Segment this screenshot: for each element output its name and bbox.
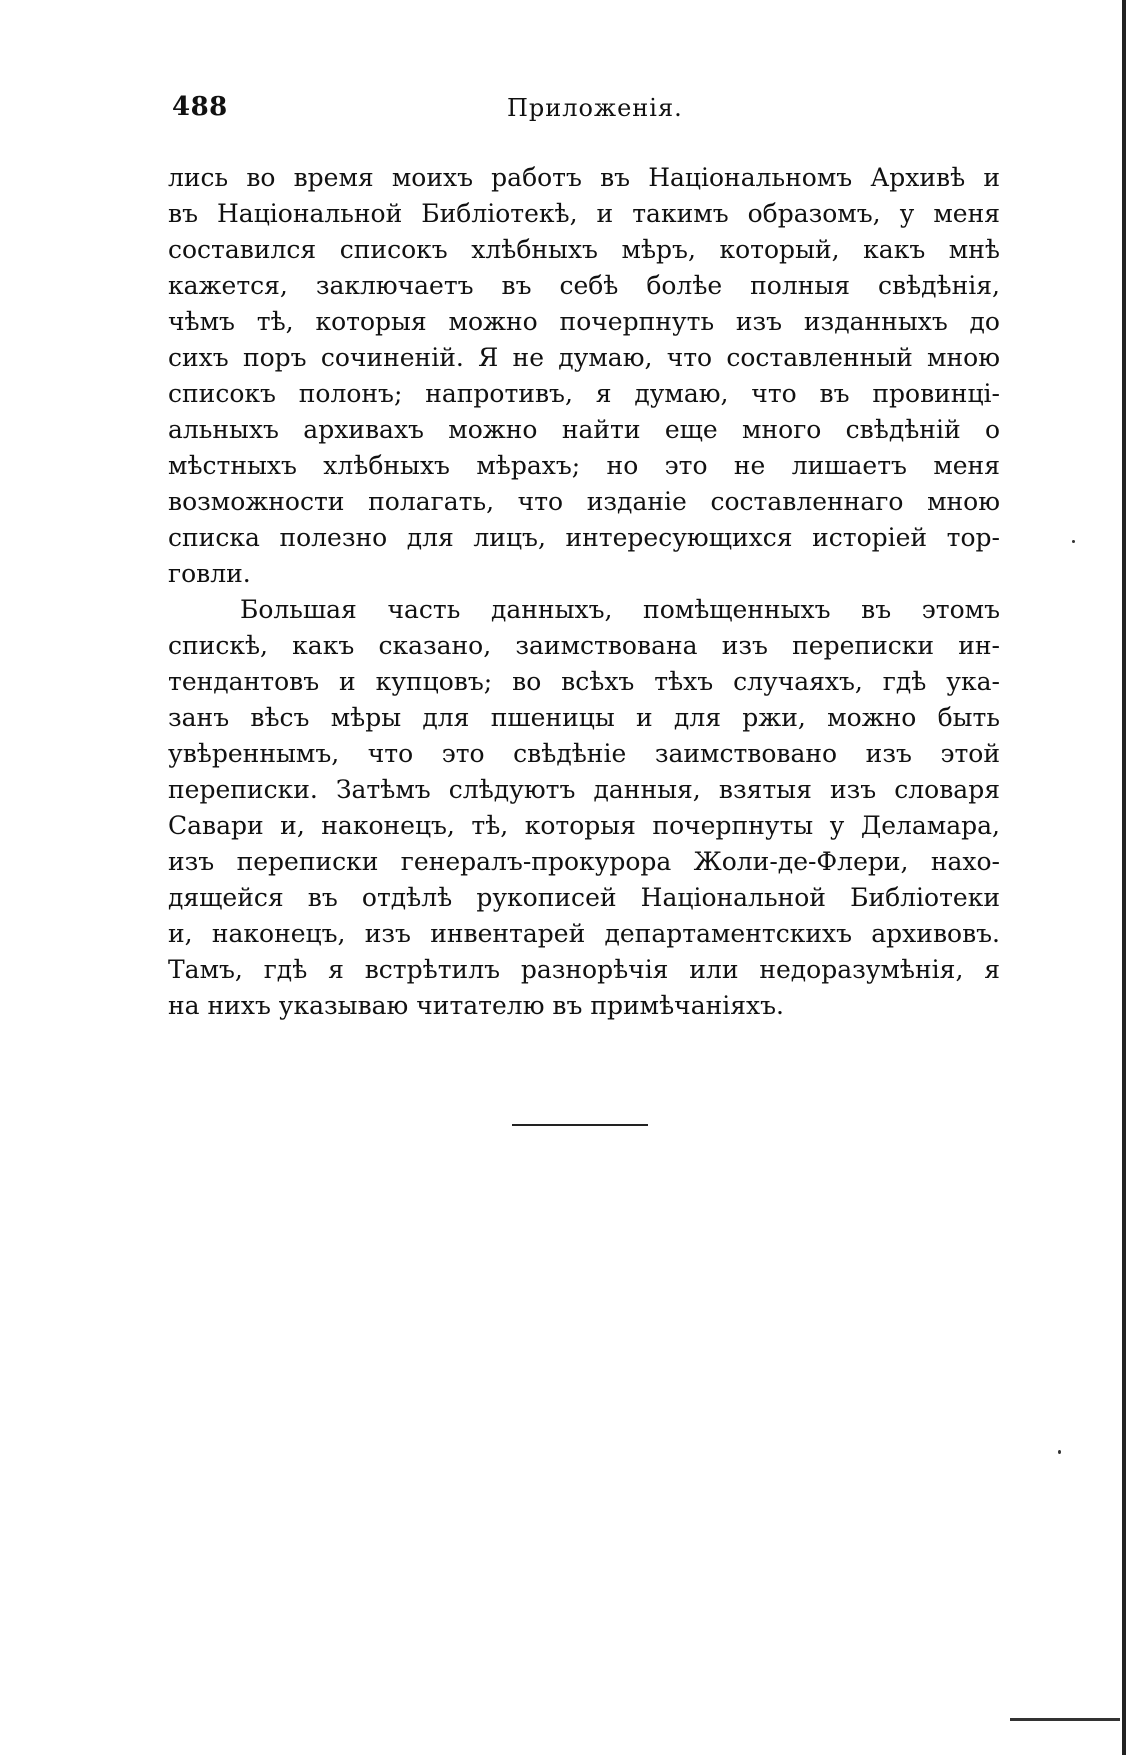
text-line: списка полезно для лицъ, интересующихся исторіей тор- — [168, 523, 1000, 552]
text-line: тендантовъ и купцовъ; во всѣхъ тѣхъ случаяхъ, гдѣ ука- — [168, 667, 1000, 696]
text-line: Большая часть данныхъ, помѣщенныхъ въ этомъ — [240, 595, 1000, 624]
scan-mark — [1010, 1718, 1120, 1721]
text-line: кажется, заключаетъ въ себѣ болѣе полныя свѣдѣнія, — [168, 271, 1000, 300]
text-line: говли. — [168, 559, 251, 588]
page-number: 488 — [172, 92, 228, 122]
text-line: дящейся въ отдѣлѣ рукописей Національной Библіотеки — [168, 883, 1000, 912]
text-line: альныхъ архивахъ можно найти еще много свѣдѣній о — [168, 415, 1000, 444]
text-line: въ Національной Библіотекѣ, и такимъ образомъ, у меня — [168, 199, 1000, 228]
text-line: списокъ полонъ; напротивъ, я думаю, что въ провинці- — [168, 379, 1000, 408]
text-line: Тамъ, гдѣ я встрѣтилъ разнорѣчія или недоразумѣнія, я — [168, 955, 1000, 984]
text-line: Савари и, наконецъ, тѣ, которыя почерпнуты у Деламара, — [168, 811, 1000, 840]
text-line: мѣстныхъ хлѣбныхъ мѣрахъ; но это не лишаетъ меня — [168, 451, 1000, 480]
text-line: составился списокъ хлѣбныхъ мѣръ, который, какъ мнѣ — [168, 235, 1000, 264]
scan-speck — [1058, 1450, 1061, 1454]
text-line: переписки. Затѣмъ слѣдуютъ данныя, взятыя изъ словаря — [168, 775, 1000, 804]
text-line: лись во время моихъ работъ въ Національномъ Архивѣ и — [168, 163, 1000, 192]
paragraph-1 — [168, 160, 1000, 592]
scan-speck — [1072, 540, 1075, 543]
text-line: на нихъ указываю читателю въ примѣчаніяхъ. — [168, 991, 784, 1020]
text-line: увѣреннымъ, что это свѣдѣніе заимствовано изъ этой — [168, 739, 1000, 768]
running-head: Приложенія. — [507, 94, 683, 122]
text-line: занъ вѣсъ мѣры для пшеницы и для ржи, можно быть — [168, 703, 1000, 732]
body-text — [168, 160, 1000, 1024]
text-line: изъ переписки генералъ-прокурора Жоли-де-Флери, нахо- — [168, 847, 1000, 876]
text-line: и, наконецъ, изъ инвентарей департаментскихъ архивовъ. — [168, 919, 1000, 948]
text-line: чѣмъ тѣ, которыя можно почерпнуть изъ изданныхъ до — [168, 307, 1000, 336]
end-rule — [512, 1124, 648, 1126]
page-edge-shadow — [1122, 0, 1126, 1755]
text-line: возможности полагать, что изданіе составленнаго мною — [168, 487, 1000, 516]
text-line: спискѣ, какъ сказано, заимствована изъ переписки ин- — [168, 631, 1000, 660]
paragraph-2 — [168, 592, 1000, 1024]
text-line: сихъ поръ сочиненій. Я не думаю, что составленный мною — [168, 343, 1000, 372]
page-header — [172, 92, 992, 132]
